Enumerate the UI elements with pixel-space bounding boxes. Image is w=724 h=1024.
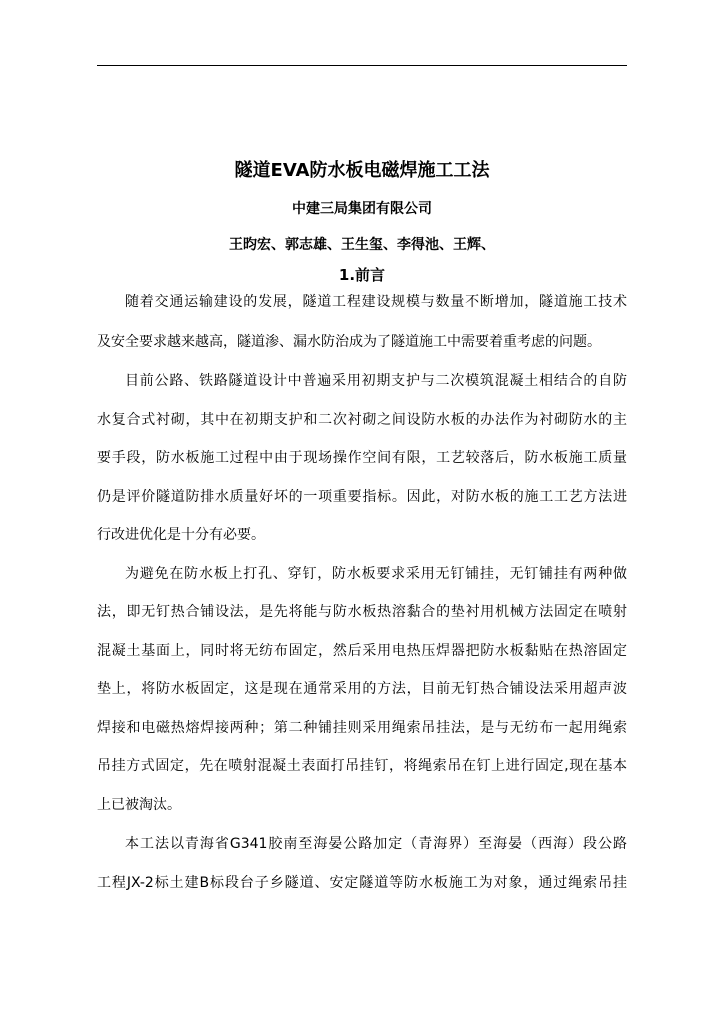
paragraph-line: 水复合式衬砌，其中在初期支护和二次衬砌之间设防水板的办法作为衬砌防水的主: [97, 412, 627, 428]
paragraph-line: 工程JX-2标土建B标段台子乡隧道、安定隧道等防水板施工为对象，通过绳索吊挂: [97, 875, 627, 891]
paragraph-line: 吊挂方式固定，先在喷射混凝土表面打吊挂钉，将绳索吊在钉上进行固定,现在基本: [97, 758, 627, 774]
paragraph-line: 焊接和电磁热熔焊接两种；第二种铺挂则采用绳索吊挂法，是与无纺布一起用绳索: [97, 720, 627, 736]
header-rule: [97, 65, 627, 66]
organization: 中建三局集团有限公司: [292, 201, 432, 217]
paragraph-line: 及安全要求越来越高，隧道渗、漏水防治成为了隧道施工中需要着重考虑的问题。: [97, 334, 601, 350]
paragraph-line: 仍是评价隧道防排水质量好坏的一项重要指标。因此，对防水板的施工工艺方法进: [97, 489, 627, 505]
paragraph-line: 目前公路、铁路隧道设计中普遍采用初期支护与二次模筑混凝土相结合的自防: [125, 373, 627, 389]
paragraph-line: 要手段，防水板施工过程中由于现场操作空间有限，工艺较落后，防水板施工质量: [97, 450, 627, 466]
paragraph-line: 本工法以青海省G341胶南至海晏公路加定（青海界）至海晏（西海）段公路: [125, 836, 627, 852]
document-title: 隧道EVA防水板电磁焊施工工法: [234, 160, 490, 181]
author-list: 王昀宏、郭志雄、王生玺、李得池、王辉、: [229, 237, 495, 253]
paragraph-line: 上已被淘汰。: [97, 797, 181, 813]
paragraph-line: 法，即无钉热合铺设法，是先将能与防水板热溶黏合的垫衬用机械方法固定在喷射: [97, 604, 627, 620]
paragraph-line: 垫上，将防水板固定，这是现在通常采用的方法，目前无钉热合铺设法采用超声波: [97, 681, 627, 697]
paragraph-line: 随着交通运输建设的发展，隧道工程建设规模与数量不断增加，隧道施工技术: [125, 294, 627, 310]
section-heading: 1.前言: [338, 266, 386, 284]
paragraph-line: 混凝土基面上，同时将无纺布固定，然后采用电热压焊器把防水板黏贴在热溶固定: [97, 643, 627, 659]
paragraph-line: 为避免在防水板上打孔、穿钉，防水板要求采用无钉铺挂，无钉铺挂有两种做: [125, 566, 627, 582]
paragraph-line: 行改进优化是十分有必要。: [97, 527, 265, 543]
